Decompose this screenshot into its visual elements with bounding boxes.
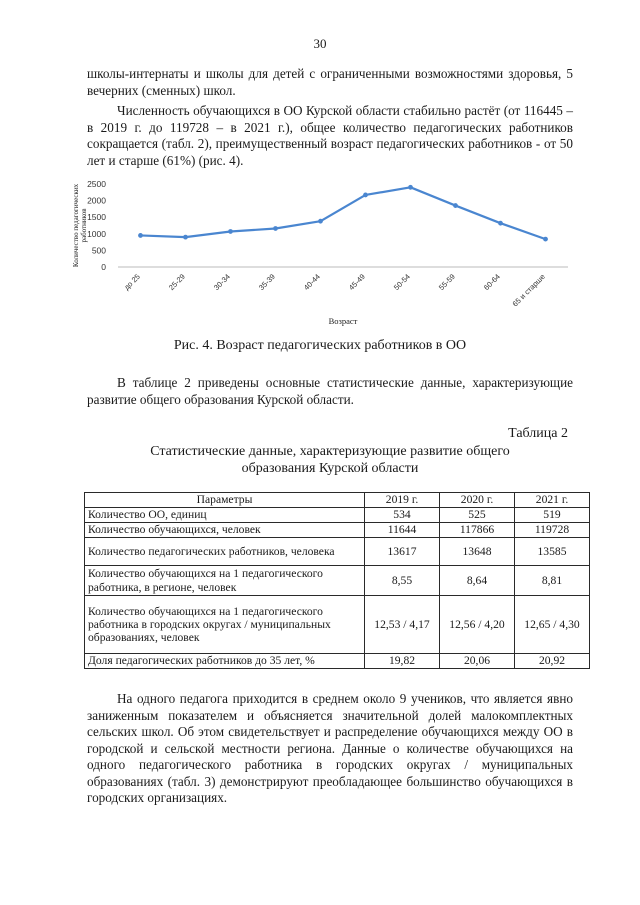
header-parameters: Параметры xyxy=(85,493,365,508)
figure-caption: Рис. 4. Возраст педагогических работников в ОО xyxy=(173,338,467,353)
row-value-2019: 19,82 xyxy=(365,654,440,669)
row-value-2021: 20,92 xyxy=(515,654,590,669)
table-label: Таблица 2 xyxy=(508,426,568,441)
chart-svg xyxy=(58,172,578,332)
x-tick-label: 60-64 xyxy=(481,272,502,292)
table-title: Статистические данные, характеризующие развитие общего образования Курской области xyxy=(150,444,510,476)
row-value-2019: 13617 xyxy=(365,538,440,566)
x-tick-label: 30-34 xyxy=(211,272,232,292)
x-tick-label: 65 и старше xyxy=(510,272,547,309)
data-point xyxy=(183,235,188,240)
table-row xyxy=(85,538,590,566)
paragraph-table-intro: В таблице 2 приведены основные статистические данные, характеризующие развитие общего образования Курской области. xyxy=(87,375,573,407)
row-value-2019: 8,55 xyxy=(365,566,440,596)
paragraph-schools: школы-интернаты и школы для детей с ограниченными возможностями здоровья, 5 вечерних (сменных) школ. xyxy=(87,66,573,98)
data-point xyxy=(273,226,278,231)
row-value-2020: 12,56 / 4,20 xyxy=(440,596,515,654)
header-2021: 2021 г. xyxy=(515,493,590,508)
data-point xyxy=(498,221,503,226)
row-value-2019: 11644 xyxy=(365,523,440,538)
x-tick-label: 25-29 xyxy=(166,272,187,292)
x-tick-label: 45-49 xyxy=(346,272,367,292)
header-2019: 2019 г. xyxy=(365,493,440,508)
paragraph-conclusion: На одного педагога приходится в среднем около 9 учеников, что является явно заниженным показателем и объясняется значительной долей малокомплектных сельских школ. Об этом свидетельствует и распределение обучающихся между ОО в городской и сельской местности региона. Данные о количестве обучающихся на одного педагогического работника в городских округах / муниципальных образованиях (табл. 3) демонстрируют преобладающее большинство обучающихся в городских организациях. xyxy=(87,691,573,805)
data-point xyxy=(543,237,548,242)
row-value-2020: 8,64 xyxy=(440,566,515,596)
y-tick-label: 500 xyxy=(91,245,106,256)
table-row xyxy=(85,508,590,523)
y-tick-label: 2500 xyxy=(87,179,106,189)
page-number: 30 xyxy=(313,36,327,51)
row-parameter: Количество обучающихся на 1 педагогического работника в городских округах / муниципальных образованиях, человек xyxy=(85,596,365,654)
x-tick-label: до 25 xyxy=(122,272,142,292)
row-parameter: Количество обучающихся на 1 педагогического работника, в регионе, человек xyxy=(85,566,365,596)
data-point xyxy=(363,193,368,198)
data-point xyxy=(138,233,143,238)
table-row xyxy=(85,566,590,596)
row-value-2020: 525 xyxy=(440,508,515,523)
y-tick-label: 1000 xyxy=(87,228,106,239)
table-row xyxy=(85,596,590,654)
x-tick-label: 55-59 xyxy=(436,272,457,292)
data-point xyxy=(318,219,323,224)
row-parameter: Количество педагогических работников, человека xyxy=(85,538,365,566)
table-row xyxy=(85,523,590,538)
x-tick-label: 35-39 xyxy=(256,272,277,292)
row-value-2020: 20,06 xyxy=(440,654,515,669)
row-value-2020: 13648 xyxy=(440,538,515,566)
statistics-table xyxy=(84,492,590,669)
row-parameter: Количество обучающихся, человек xyxy=(85,523,365,538)
y-tick-label: 2000 xyxy=(87,195,106,206)
header-2020: 2020 г. xyxy=(440,493,515,508)
row-value-2021: 13585 xyxy=(515,538,590,566)
data-point xyxy=(228,229,233,234)
x-tick-label: 50-54 xyxy=(391,272,412,292)
data-point xyxy=(408,185,413,190)
table-header-row xyxy=(85,493,590,508)
row-parameter: Доля педагогических работников до 35 лет, % xyxy=(85,654,365,669)
y-axis-title: Количество педагогическихработников xyxy=(72,183,88,268)
row-value-2021: 8,81 xyxy=(515,566,590,596)
series-line xyxy=(141,187,546,239)
row-value-2021: 12,65 / 4,30 xyxy=(515,596,590,654)
row-parameter: Количество ОО, единиц xyxy=(85,508,365,523)
row-value-2019: 12,53 / 4,17 xyxy=(365,596,440,654)
row-value-2021: 519 xyxy=(515,508,590,523)
row-value-2021: 119728 xyxy=(515,523,590,538)
y-tick-label: 1500 xyxy=(87,212,106,223)
row-value-2020: 117866 xyxy=(440,523,515,538)
age-line-chart xyxy=(58,172,578,332)
data-point xyxy=(453,203,458,208)
y-tick-label: 0 xyxy=(101,262,106,272)
x-axis-title: Возраст xyxy=(328,316,358,326)
row-value-2019: 534 xyxy=(365,508,440,523)
paragraph-student-count: Численность обучающихся в ОО Курской области стабильно растёт (от 116445 – в 2019 г. до 119728 – в 2021 г.), общее количество педагогических работников сокращается (табл. 2), преимущественный возраст педагогических работников - от 50 лет и старше (61%) (рис. 4). xyxy=(87,103,573,168)
table-row xyxy=(85,654,590,669)
x-tick-label: 40-44 xyxy=(301,272,322,292)
